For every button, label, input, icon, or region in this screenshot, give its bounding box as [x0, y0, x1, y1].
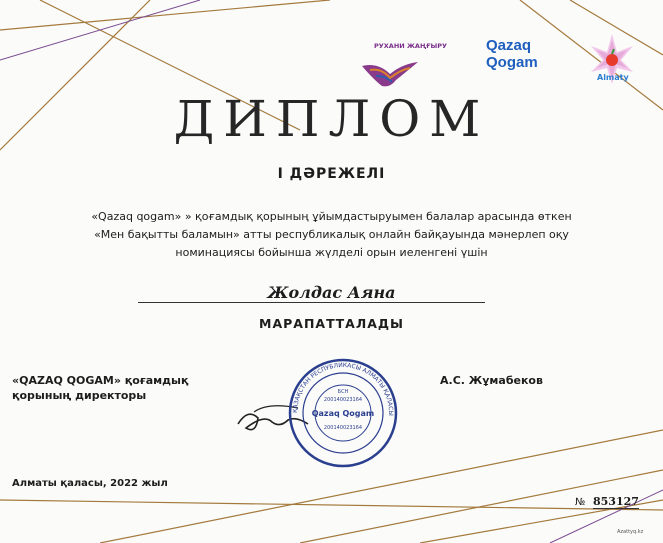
stamp-code-top: 200140023164 — [323, 397, 363, 403]
corner-watermark: Azattyq.kz — [617, 529, 644, 535]
number-label: № — [575, 497, 586, 508]
director-title-line1: «QAZAQ QOGAM» қоғамдық — [12, 374, 189, 387]
director-title — [12, 373, 188, 403]
qazaq-qogam-logo-line1: Qazaq — [486, 37, 532, 54]
diploma-number: 853127 — [593, 495, 639, 508]
name-underline — [138, 302, 485, 303]
city-year: Алматы қаласы, 2022 жыл — [12, 478, 168, 489]
recipient-name: Жолдас Аяна — [267, 283, 396, 302]
stamp-code-bottom: 200140023164 — [323, 425, 363, 431]
almaty-logo — [587, 32, 637, 92]
stamp-center-text: Qazaq Qogam — [311, 409, 375, 418]
awarded-label: МАРАПАТТАЛАДЫ — [259, 316, 404, 331]
award-description: «Qazaq qogam» » қоғамдық қорының ұйымдастыруымен балалар арасында өткен «Мен бақытты баламын» атты республикалық онлайн байқауында мәнерлеп оқу номинациясы бойынша жүлделі орын иеленгені үшін — [91, 210, 572, 259]
director-title-line2: қорының директоры — [12, 389, 147, 402]
qazaq-qogam-logo-line2: Qogam — [486, 54, 538, 71]
rukhani-logo-text: РУХАНИ ЖАҢҒЫРУ — [374, 42, 447, 50]
rukhani-bird-logo — [360, 60, 420, 90]
official-stamp — [287, 357, 399, 469]
degree-label: I ДӘРЕЖЕЛІ — [277, 166, 386, 182]
stamp-code-label: БСН — [337, 389, 349, 395]
diploma-title: ДИПЛОМ — [173, 90, 490, 148]
stamp-ring-text: ҚАЗАҚСТАН РЕСПУБЛИКАСЫ АЛМАТЫ ҚАЛАСЫ — [291, 361, 395, 416]
almaty-logo-text: Almaty — [597, 73, 629, 82]
signer-name: А.С. Жұмабеков — [440, 374, 543, 387]
qazaq-qogam-logo — [486, 37, 538, 71]
